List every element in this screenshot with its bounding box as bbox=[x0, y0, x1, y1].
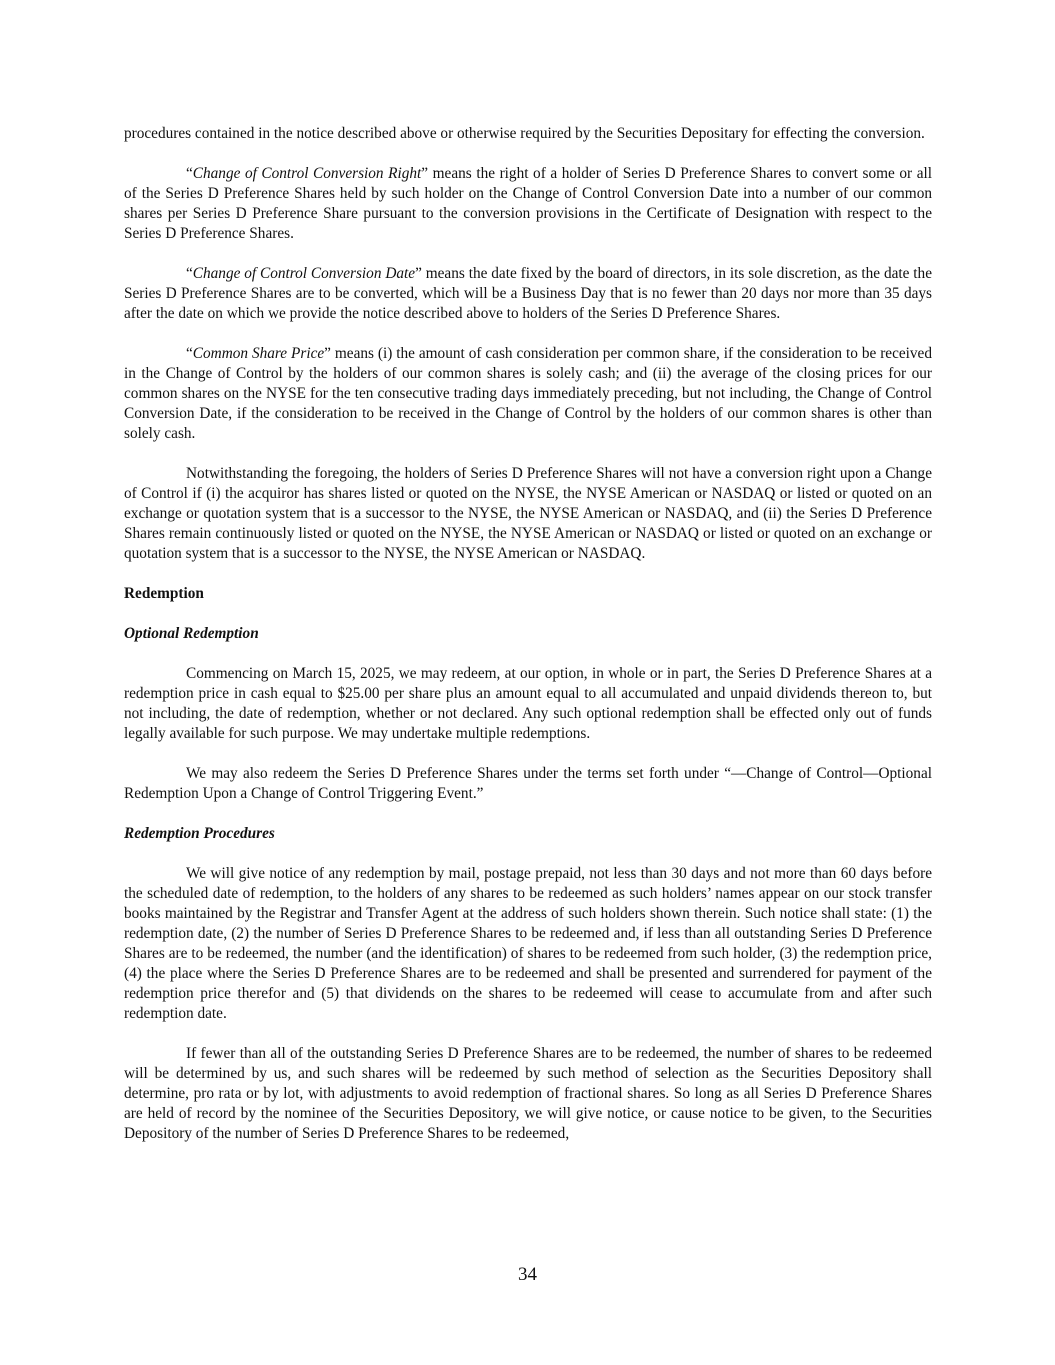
paragraph-change-of-control-redemption: We may also redeem the Series D Preference Shares under the terms set forth under “—Change of Control—Optional Redemption Upon a Change of Control Triggering Event.” bbox=[124, 765, 932, 802]
paragraph-common-share-price-definition bbox=[124, 344, 932, 444]
heading-redemption: Redemption bbox=[124, 585, 204, 602]
heading-redemption-procedures: Redemption Procedures bbox=[124, 825, 275, 842]
defined-term-conversion-right: Change of Control Conversion Right bbox=[192, 165, 422, 182]
paragraph-partial-redemption: If fewer than all of the outstanding Series D Preference Shares are to be redeemed, the number of shares to be redeemed will be determined by us, and such shares will be redeemed by such method of selection as the Securities Depository shall determine, pro rata or by lot, with adjustments to avoid redemption of fractional shares. So long as all Series D Preference Shares are held of record by the nominee of the Securities Depository, we will give notice, or cause notice to be given, to the Securities Depository of the number of Series D Preference Shares to be redeemed, bbox=[124, 1045, 932, 1142]
paragraph-notwithstanding: Notwithstanding the foregoing, the holders of Series D Preference Shares will not have a conversion right upon a Change of Control if (i) the acquiror has shares listed or quoted on the NYSE, the NYSE American or NASDAQ or listed or quoted on an exchange or quotation system that is a successor to the NYSE, the NYSE American or NASDAQ, and (ii) the Series D Preference Shares remain continuously listed or quoted on the NYSE, the NYSE American or NASDAQ or listed or quoted on an exchange or quotation system that is a successor to the NYSE, the NYSE American or NASDAQ. bbox=[124, 465, 932, 562]
paragraph-conversion-date-definition bbox=[124, 264, 932, 324]
defined-term-common-share-price: Common Share Price bbox=[192, 345, 325, 362]
paragraph-conversion-procedures: procedures contained in the notice described above or otherwise required by the Securities Depositary for effecting the conversion. bbox=[124, 125, 925, 142]
open-quote: “ bbox=[186, 265, 193, 282]
definition-text: ” means the date fixed by the board of directors, in its sole discretion, as the date the Series D Preference Shares are to be converted, which will be a Business Day that is no fewer than 20 days nor more than 35 days after the date on which we provide the notice described above to holders of the Series D Preference Shares. bbox=[124, 265, 932, 322]
defined-term-conversion-date: Change of Control Conversion Date bbox=[192, 265, 416, 282]
open-quote: “ bbox=[186, 345, 193, 362]
page-number: 34 bbox=[518, 1264, 537, 1285]
heading-optional-redemption: Optional Redemption bbox=[124, 625, 259, 642]
open-quote: “ bbox=[186, 165, 193, 182]
paragraph-optional-redemption: Commencing on March 15, 2025, we may redeem, at our option, in whole or in part, the Series D Preference Shares at a redemption price in cash equal to $25.00 per share plus an amount equal to all accumulated and unpaid dividends thereon to, but not including, the date of redemption, whether or not declared. Any such optional redemption shall be effected only out of funds legally available for such purpose. We may undertake multiple redemptions. bbox=[124, 665, 932, 742]
paragraph-conversion-right-definition bbox=[124, 164, 932, 244]
paragraph-redemption-notice: We will give notice of any redemption by mail, postage prepaid, not less than 30 days and not more than 60 days before the scheduled date of redemption, to the holders of any shares to be redeemed as such holders’ names appear on our stock transfer books maintained by the Registrar and Transfer Agent at the address of such holders shown therein. Such notice shall state: (1) the redemption date, (2) the number of Series D Preference Shares to be redeemed and, if less than all outstanding Series D Preference Shares are to be redeemed, the number (and the identification) of shares to be redeemed from such holder, (3) the redemption price, (4) the place where the Series D Preference Shares are to be redeemed and shall be presented and surrendered for payment of the redemption price therefor and (5) that dividends on the shares to be redeemed will cease to accumulate from and after such redemption date. bbox=[124, 865, 932, 1022]
definition-text: ” means (i) the amount of cash consideration per common share, if the consideration to be received in the Change of Control by the holders of our common shares is solely cash; and (ii) the average of the closing prices for our common shares on the NYSE for the ten consecutive trading days immediately preceding, but not including, the Change of Control Conversion Date, if the consideration to be received in the Change of Control by the holders of our common shares is other than solely cash. bbox=[124, 345, 932, 442]
definition-text: ” means the right of a holder of Series D Preference Shares to convert some or all of the Series D Preference Shares held by such holder on the Change of Control Conversion Date into a number of our common shares per Series D Preference Share pursuant to the conversion provisions in the Certificate of Designation with respect to the Series D Preference Shares. bbox=[124, 165, 932, 242]
document-page bbox=[124, 124, 932, 1144]
